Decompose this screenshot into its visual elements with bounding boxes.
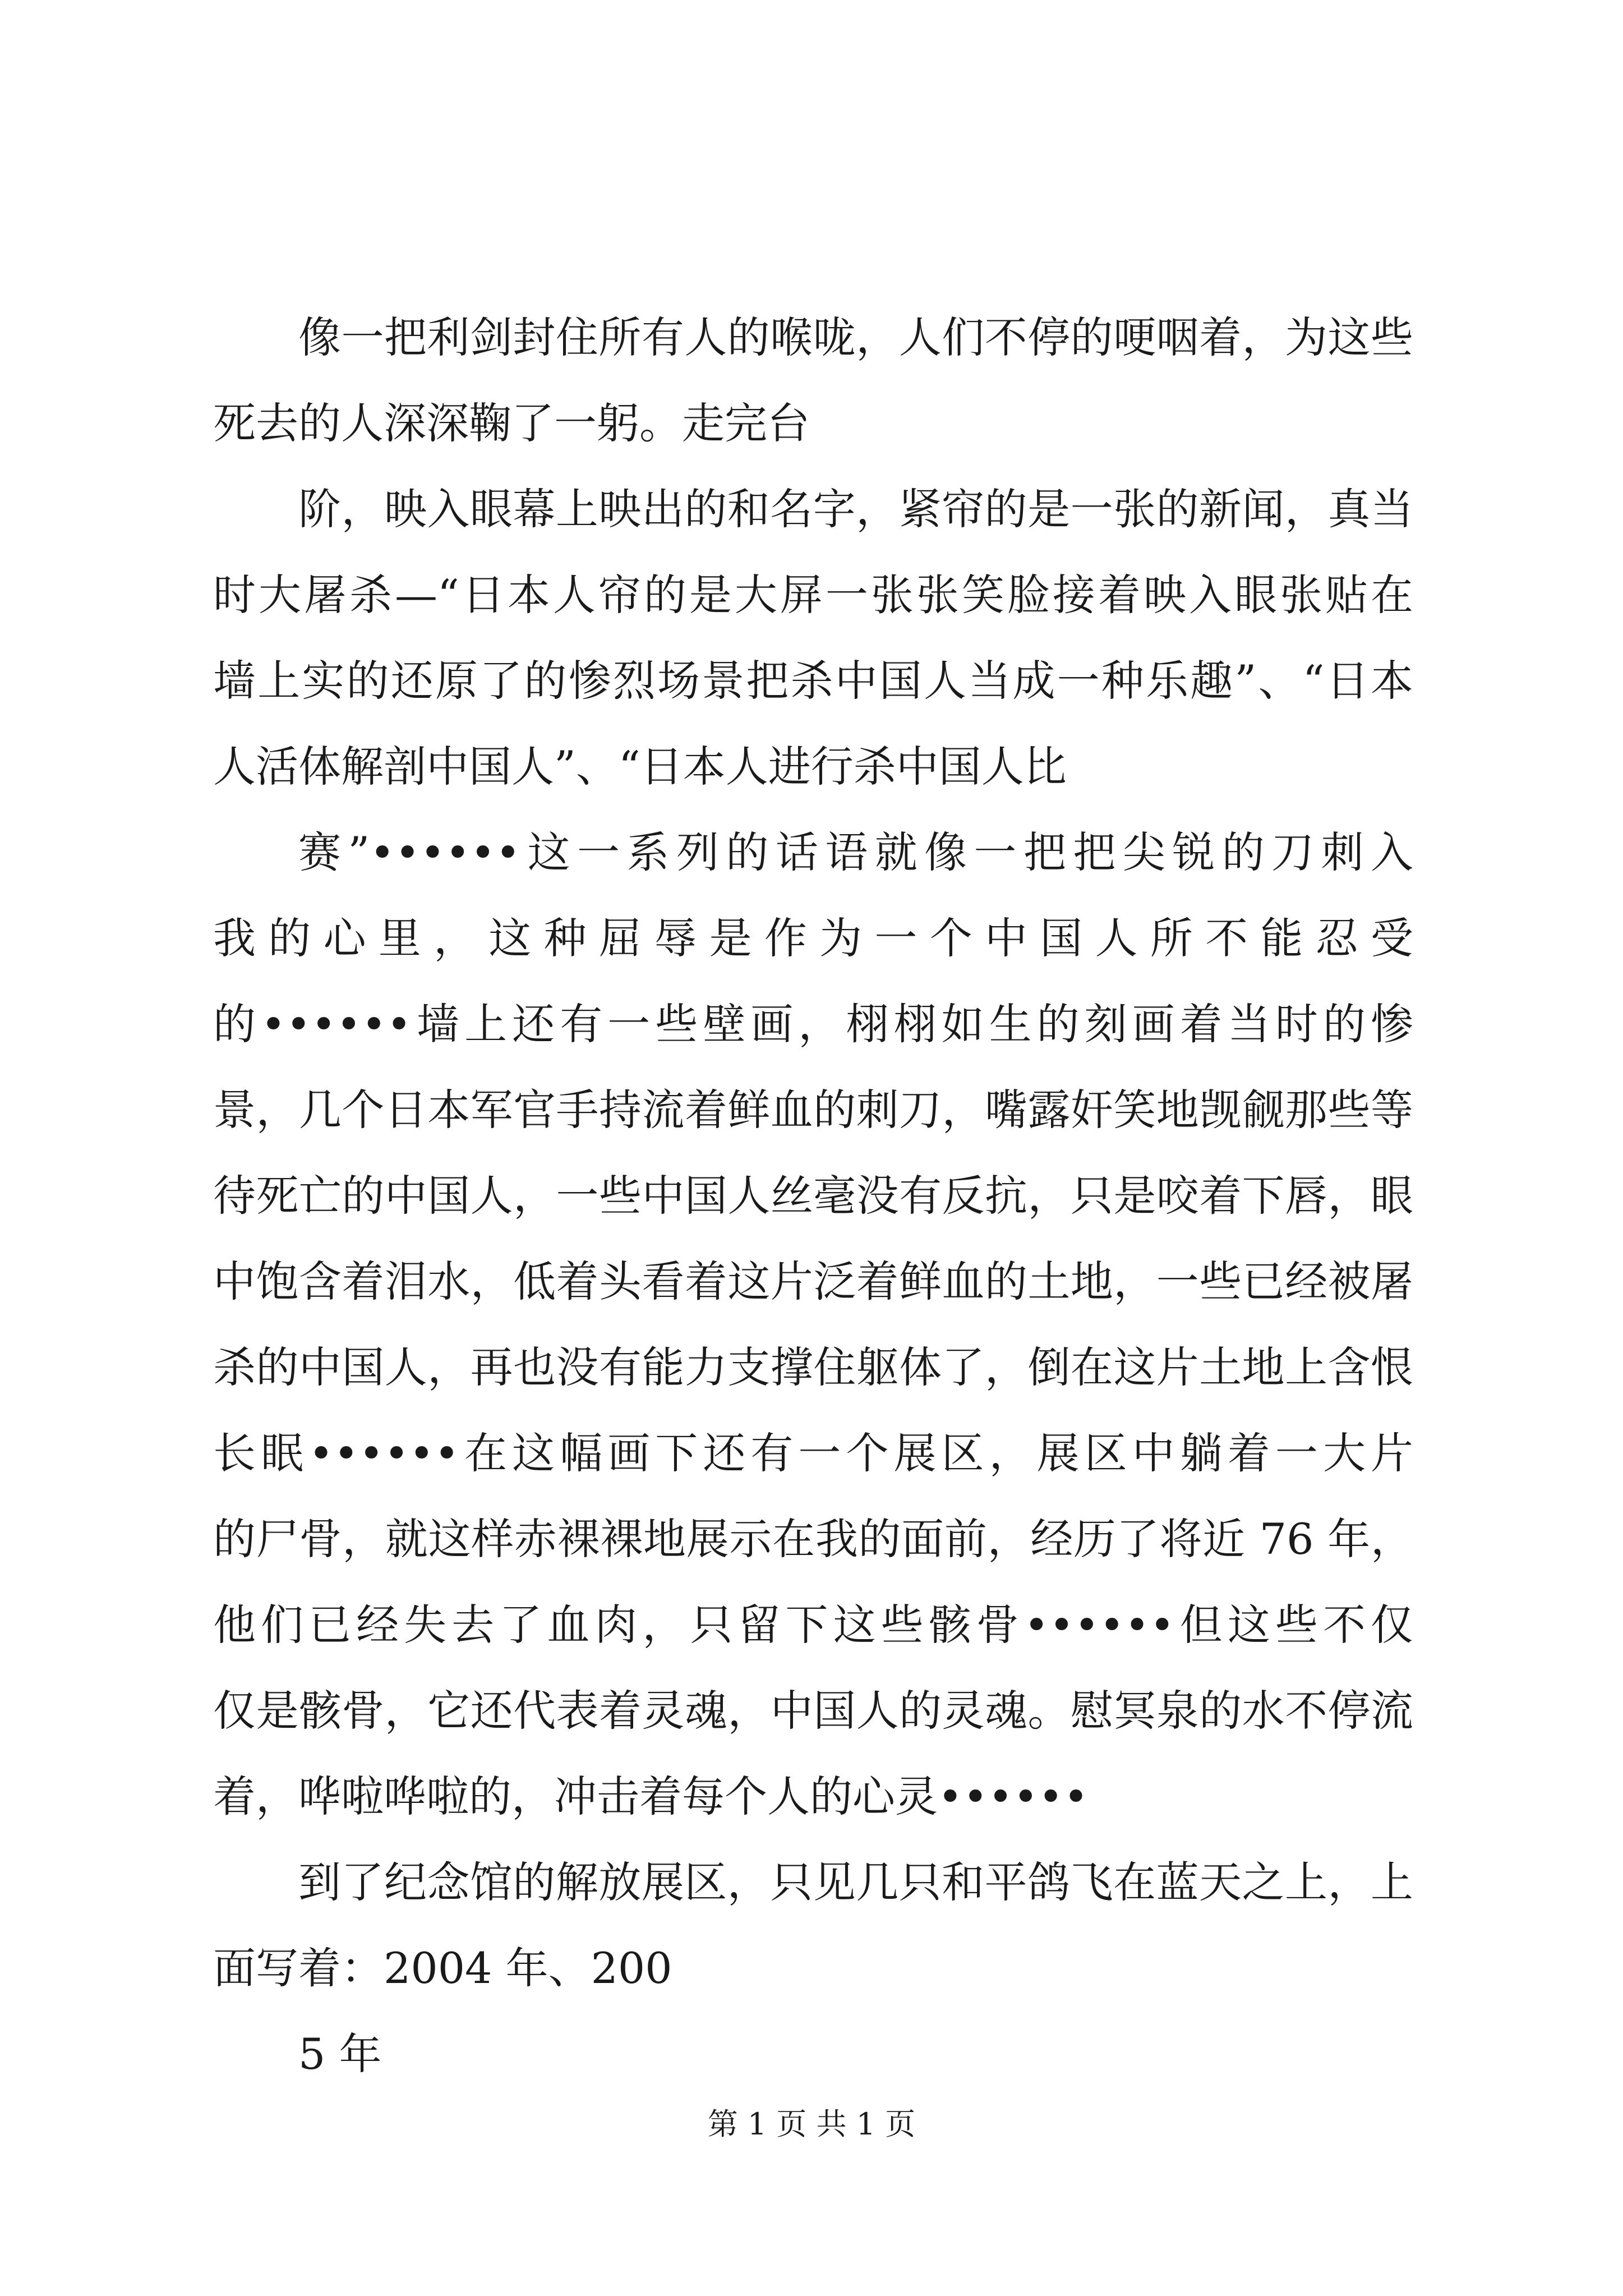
text-line: 他们已经失去了血肉，只留下这些骸骨••••••但这些不仅 (213, 1600, 1413, 1650)
page-footer: 第 1 页 共 1 页 (707, 2106, 916, 2142)
text-line: 人活体解剖中国人”、“日本人进行杀中国人比 (213, 742, 1067, 792)
text-line: 我的心里，这种屈辱是作为一个中国人所不能忍受 (213, 913, 1413, 963)
text-line: 阶，映入眼幕上映出的和名字，紧帘的是一张的新闻，真当 (298, 484, 1413, 534)
text-line: 景，几个日本军官手持流着鲜血的刺刀，嘴露奸笑地觊觎那些等 (213, 1085, 1413, 1135)
text-line: 仅是骸骨，它还代表着灵魂，中国人的灵魂。慰冥泉的水不停流 (213, 1686, 1413, 1736)
text-line: 死去的人深深鞠了一躬。走完台 (213, 398, 810, 448)
text-line: 面写着：2004 年、200 (213, 1943, 672, 1993)
text-line: 中饱含着泪水，低着头看着这片泛着鲜血的土地，一些已经被屠 (213, 1257, 1413, 1306)
text-line: 5 年 (298, 2029, 382, 2079)
text-line: 的尸骨，就这样赤裸裸地展示在我的面前，经历了将近 76 年， (213, 1514, 1413, 1564)
text-line: 着，哗啦哗啦的，冲击着每个人的心灵•••••• (213, 1772, 1089, 1821)
text-line: 赛”••••••这一系列的话语就像一把把尖锐的刀刺入 (298, 827, 1413, 877)
text-line: 时大屠杀—“日本人帘的是大屏一张张笑脸接着映入眼张贴在 (213, 570, 1413, 620)
text-line: 的••••••墙上还有一些壁画，栩栩如生的刻画着当时的惨 (213, 999, 1413, 1049)
text-line: 长眠••••••在这幅画下还有一个展区，展区中躺着一大片 (213, 1428, 1413, 1478)
text-line: 杀的中国人，再也没有能力支撑住躯体了，倒在这片土地上含恨 (213, 1342, 1413, 1392)
document-body (213, 295, 1413, 2097)
text-line: 墙上实的还原了的惨烈场景把杀中国人当成一种乐趣”、“日本 (213, 656, 1413, 706)
text-line: 像一把利剑封住所有人的喉咙，人们不停的哽咽着，为这些 (298, 312, 1413, 362)
text-line: 到了纪念馆的解放展区，只见几只和平鸽飞在蓝天之上，上 (298, 1857, 1413, 1907)
text-line: 待死亡的中国人，一些中国人丝毫没有反抗，只是咬着下唇，眼 (213, 1171, 1413, 1221)
